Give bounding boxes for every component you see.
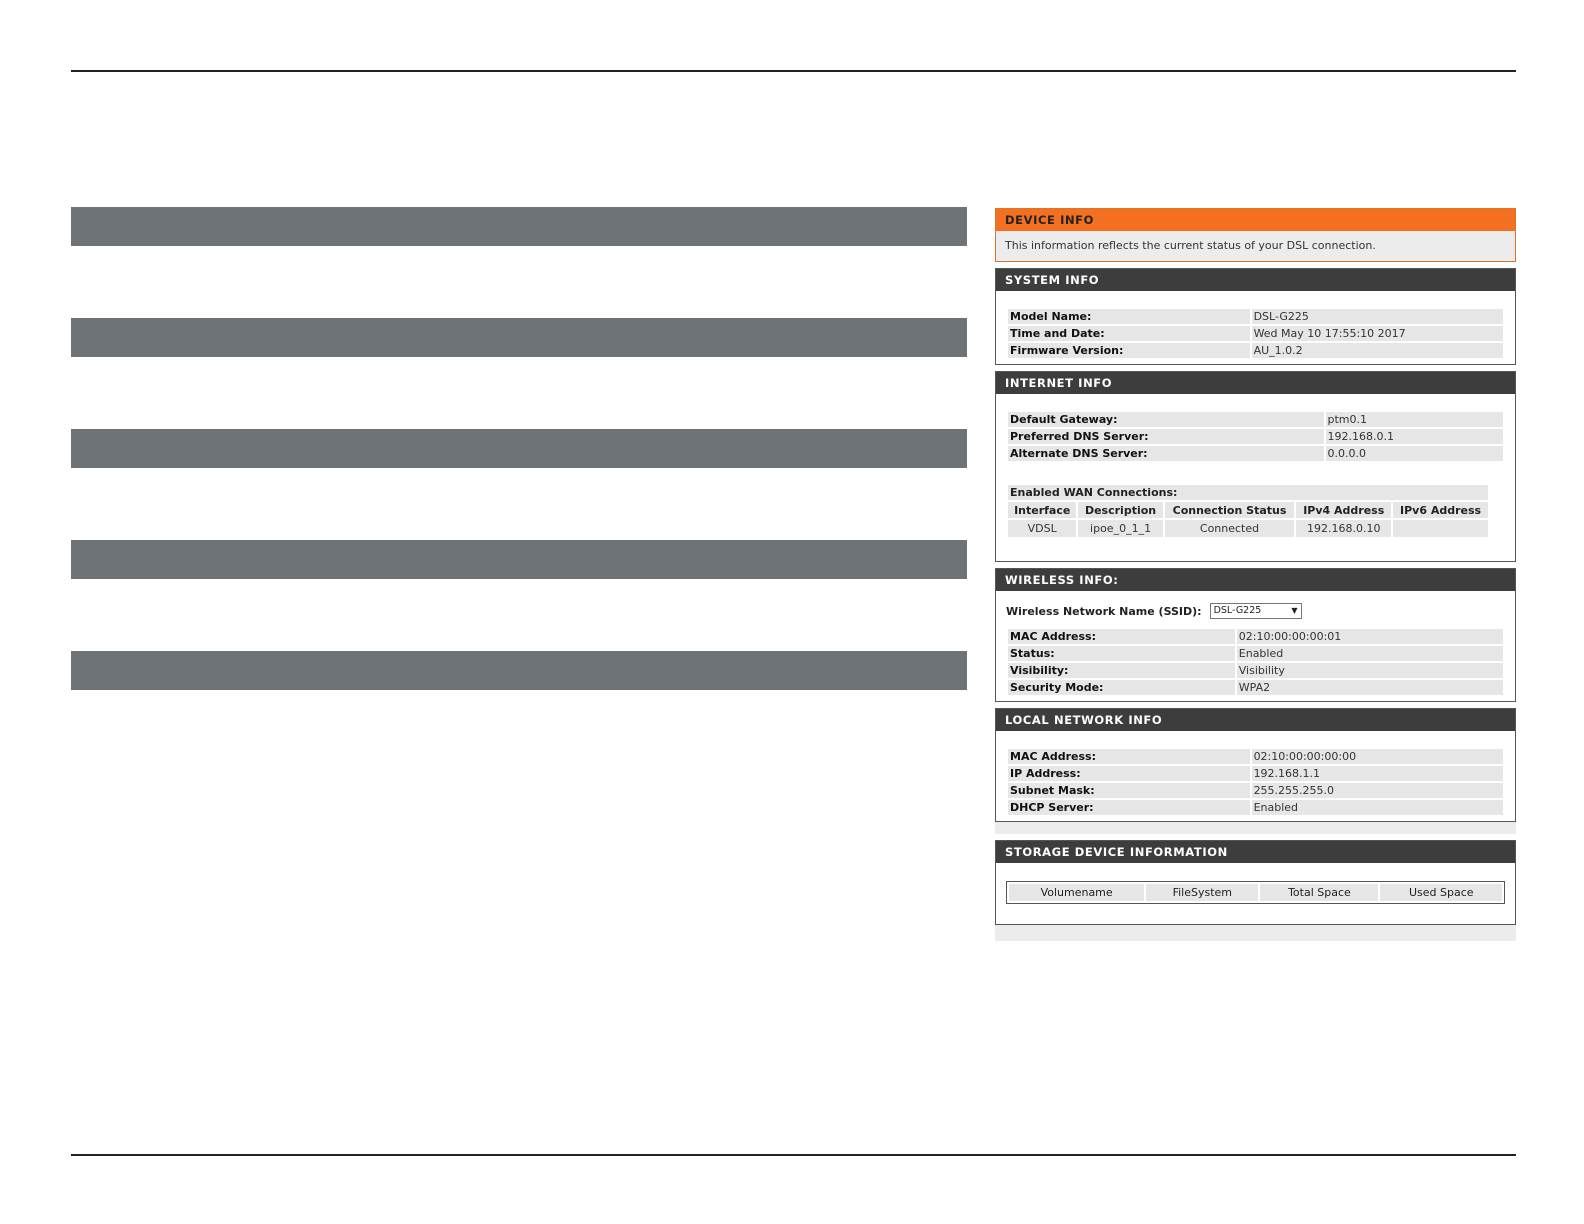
section-bar [71,207,967,246]
table-header-row [1009,884,1502,901]
system-info-title: SYSTEM INFO [996,269,1515,291]
row-value: 192.168.0.1 [1326,429,1503,444]
row-label: Default Gateway: [1008,412,1324,427]
row-value: 255.255.255.0 [1252,783,1503,798]
table-row [1008,766,1503,781]
row-value: DSL-G225 [1252,309,1503,324]
table-header-row [1008,502,1488,518]
table-row [1008,663,1503,678]
row-value: 02:10:00:00:00:00 [1252,749,1503,764]
top-rule [71,70,1516,72]
ssid-select[interactable] [1210,603,1302,619]
wan-ipv6-address [1393,520,1488,537]
table-row [1008,800,1503,815]
panel-footer [995,925,1516,941]
table-row [1008,446,1503,461]
row-value: 02:10:00:00:00:01 [1237,629,1503,644]
status-panel [995,208,1516,941]
row-value: Visibility [1237,663,1503,678]
wan-caption: Enabled WAN Connections: [1008,485,1488,500]
storage-info-title: STORAGE DEVICE INFORMATION [996,841,1515,863]
column-header: IPv6 Address [1393,502,1488,518]
device-info-title: DEVICE INFO [996,209,1515,231]
table-row [1008,520,1488,537]
wan-connections-table [1006,483,1490,539]
table-row [1008,412,1503,427]
ssid-selected-value: DSL-G225 [1213,605,1262,616]
storage-table [1006,881,1505,904]
table-row [1008,309,1503,324]
row-label: MAC Address: [1008,629,1235,644]
column-header: IPv4 Address [1296,502,1391,518]
wan-connection-status: Connected [1165,520,1295,537]
bottom-rule [71,1154,1516,1156]
row-label: IP Address: [1008,766,1250,781]
row-label: Status: [1008,646,1235,661]
system-info-card [995,268,1516,365]
panel-spacer [995,822,1516,834]
section-bar [71,318,967,357]
wireless-info-card [995,568,1516,702]
row-label: Model Name: [1008,309,1250,324]
row-label: MAC Address: [1008,749,1250,764]
row-label: Visibility: [1008,663,1235,678]
internet-info-title: INTERNET INFO [996,372,1515,394]
column-header: Interface [1008,502,1076,518]
row-value: Enabled [1252,800,1503,815]
table-row [1008,646,1503,661]
local-network-info-title: LOCAL NETWORK INFO [996,709,1515,731]
device-info-description: This information reflects the current status of your DSL connection. [1005,239,1376,252]
row-label: Firmware Version: [1008,343,1250,358]
row-value: 192.168.1.1 [1252,766,1503,781]
row-label: Subnet Mask: [1008,783,1250,798]
table-row [1008,629,1503,644]
wireless-info-table [1006,627,1505,697]
internet-info-table [1006,410,1505,463]
row-value: 0.0.0.0 [1326,446,1503,461]
row-value: WPA2 [1237,680,1503,695]
column-header: Description [1078,502,1162,518]
row-value: Enabled [1237,646,1503,661]
wan-interface: VDSL [1008,520,1076,537]
column-header: Volumename [1009,884,1144,901]
row-label: Time and Date: [1008,326,1250,341]
row-label: DHCP Server: [1008,800,1250,815]
table-row [1008,326,1503,341]
row-label: Preferred DNS Server: [1008,429,1324,444]
table-row [1008,749,1503,764]
column-header: Total Space [1260,884,1378,901]
system-info-table [1006,307,1505,360]
section-bar [71,429,967,468]
row-label: Security Mode: [1008,680,1235,695]
table-row [1008,429,1503,444]
storage-info-card [995,840,1516,925]
ssid-label: Wireless Network Name (SSID): [1006,604,1202,618]
table-row [1008,343,1503,358]
section-bar [71,540,967,579]
row-value: Wed May 10 17:55:10 2017 [1252,326,1503,341]
dropdown-arrow-icon: ▼ [1291,606,1298,615]
row-value: ptm0.1 [1326,412,1503,427]
local-network-info-card [995,708,1516,822]
column-header: Used Space [1380,884,1502,901]
wan-ipv4-address: 192.168.0.10 [1296,520,1391,537]
table-row [1008,783,1503,798]
table-row [1008,680,1503,695]
column-header: FileSystem [1146,884,1258,901]
internet-info-card [995,371,1516,562]
column-header: Connection Status [1165,502,1295,518]
device-info-card [995,208,1516,262]
local-network-info-table [1006,747,1505,817]
wireless-info-title: WIRELESS INFO: [996,569,1515,591]
wan-description: ipoe_0_1_1 [1078,520,1162,537]
row-label: Alternate DNS Server: [1008,446,1324,461]
section-bar [71,651,967,690]
row-value: AU_1.0.2 [1252,343,1503,358]
